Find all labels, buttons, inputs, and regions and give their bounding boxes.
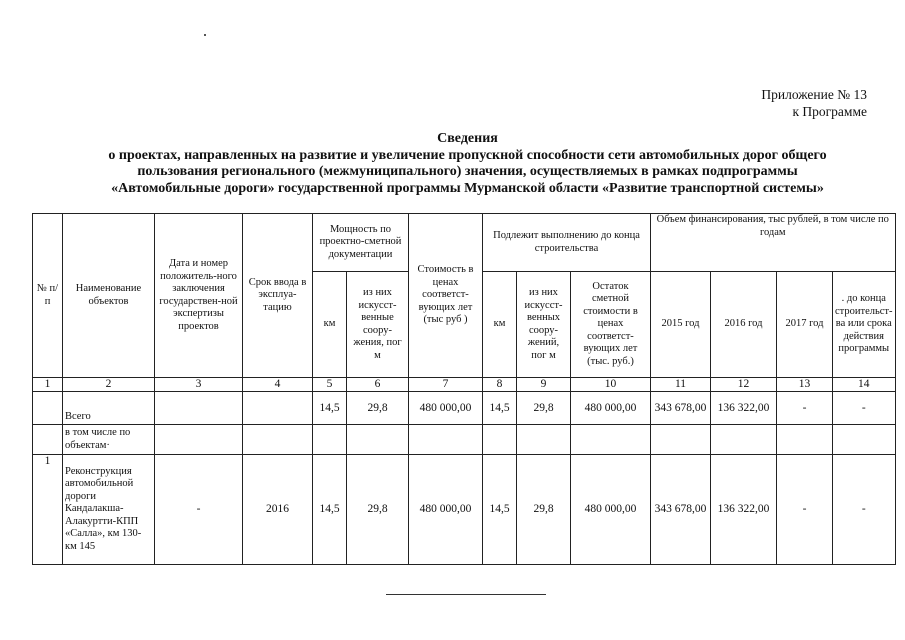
column-number: 1	[33, 378, 63, 392]
document-title	[40, 131, 895, 197]
cell-empty	[313, 425, 347, 455]
cell-until-end: -	[833, 392, 896, 425]
annex-number: Приложение № 13	[761, 87, 867, 102]
cell-structures-2: 29,8	[517, 392, 571, 425]
cell-until-end: -	[833, 455, 896, 565]
cell-km-2: 14,5	[483, 392, 517, 425]
column-number: 14	[833, 378, 896, 392]
header-structures: из них искусст-венные соору-жения, пог м	[347, 272, 409, 378]
column-number: 5	[313, 378, 347, 392]
cell-empty	[777, 425, 833, 455]
column-number: 11	[651, 378, 711, 392]
cell-2016: 136 322,00	[711, 392, 777, 425]
cell-2017: -	[777, 392, 833, 425]
cell-date: -	[155, 455, 243, 565]
column-number: 4	[243, 378, 313, 392]
cell-remainder: 480 000,00	[571, 392, 651, 425]
footer-rule	[386, 594, 546, 595]
cell-km: 14,5	[313, 455, 347, 565]
cell-2016: 136 322,00	[711, 455, 777, 565]
cell-name: в том числе по объектам·	[63, 425, 155, 455]
title-heading: Сведения	[437, 131, 498, 146]
cell-name: Всего	[63, 392, 155, 425]
table-row-object-1	[33, 455, 896, 565]
cell-empty	[243, 425, 313, 455]
cell-date	[155, 392, 243, 425]
header-2017: 2017 год	[777, 272, 833, 378]
column-number: 8	[483, 378, 517, 392]
cell-term	[243, 392, 313, 425]
column-number: 12	[711, 378, 777, 392]
column-number: 10	[571, 378, 651, 392]
cell-structures-2: 29,8	[517, 455, 571, 565]
header-structures-2: из них искусст-венных соору-жений, пог м	[517, 272, 571, 378]
cell-2017: -	[777, 455, 833, 565]
title-line-2: о проектах, направленных на развитие и увеличение пропускной способности сети автомобильных дорог общего	[108, 147, 827, 163]
column-number: 13	[777, 378, 833, 392]
cell-empty	[33, 425, 63, 455]
cell-empty	[155, 425, 243, 455]
cell-structures: 29,8	[347, 392, 409, 425]
header-cost: Стоимость в ценах соответст-вующих лет (тыс руб )	[409, 214, 483, 378]
cell-empty	[483, 425, 517, 455]
column-number: 6	[347, 378, 409, 392]
cell-empty	[517, 425, 571, 455]
cell-km: 14,5	[313, 392, 347, 425]
cell-empty	[33, 392, 63, 425]
column-number: 7	[409, 378, 483, 392]
table-row-including	[33, 425, 896, 455]
header-2016: 2016 год	[711, 272, 777, 378]
cell-empty	[711, 425, 777, 455]
cell-term: 2016	[243, 455, 313, 565]
cell-2015: 343 678,00	[651, 392, 711, 425]
annex-program: к Программе	[792, 104, 867, 119]
title-line-3: пользования регионального (межмуниципального) значения, осуществляемых в рамках подпрограммы	[137, 164, 798, 179]
header-to-complete: Подлежит выполнению до конца строительства	[483, 214, 651, 272]
cell-empty	[833, 425, 896, 455]
cell-cost: 480 000,00	[409, 455, 483, 565]
cell-num: 1	[33, 455, 63, 565]
header-financing: Объем финансирования, тыс рублей, в том числе по годам	[651, 214, 896, 272]
header-km: км	[313, 272, 347, 378]
header-num: № п/п	[33, 214, 63, 378]
header-name: Наименование объектов	[63, 214, 155, 378]
cell-remainder: 480 000,00	[571, 455, 651, 565]
cell-empty	[409, 425, 483, 455]
cell-empty	[651, 425, 711, 455]
cell-cost: 480 000,00	[409, 392, 483, 425]
annex-label	[761, 86, 867, 120]
table-row-total	[33, 392, 896, 425]
cell-empty	[571, 425, 651, 455]
cell-km-2: 14,5	[483, 455, 517, 565]
column-number: 3	[155, 378, 243, 392]
cell-name: Реконструкция автомобильной дороги Кандалакша-Алакуртти-КПП «Салла», км 130-км 145	[63, 455, 155, 565]
header-term: Срок ввода в эксплуа-тацию	[243, 214, 313, 378]
header-km-2: км	[483, 272, 517, 378]
header-capacity: Мощность по проектно-сметной документации	[313, 214, 409, 272]
projects-table	[32, 213, 896, 565]
cell-structures: 29,8	[347, 455, 409, 565]
cell-2015: 343 678,00	[651, 455, 711, 565]
header-2015: 2015 год	[651, 272, 711, 378]
stray-dot	[204, 34, 206, 36]
header-remainder: Остаток сметной стоимости в ценах соответст-вующих лет (тыс. руб.)	[571, 272, 651, 378]
column-number: 9	[517, 378, 571, 392]
header-until-end: . до конца строительст-ва или срока действия программы	[833, 272, 896, 378]
header-date: Дата и номер положитель-ного заключения государствен-ной экспертизы проектов	[155, 214, 243, 378]
title-line-4: «Автомобильные дороги» государственной программы Мурманской области «Развитие транспортной системы»	[111, 180, 824, 196]
column-number: 2	[63, 378, 155, 392]
cell-empty	[347, 425, 409, 455]
